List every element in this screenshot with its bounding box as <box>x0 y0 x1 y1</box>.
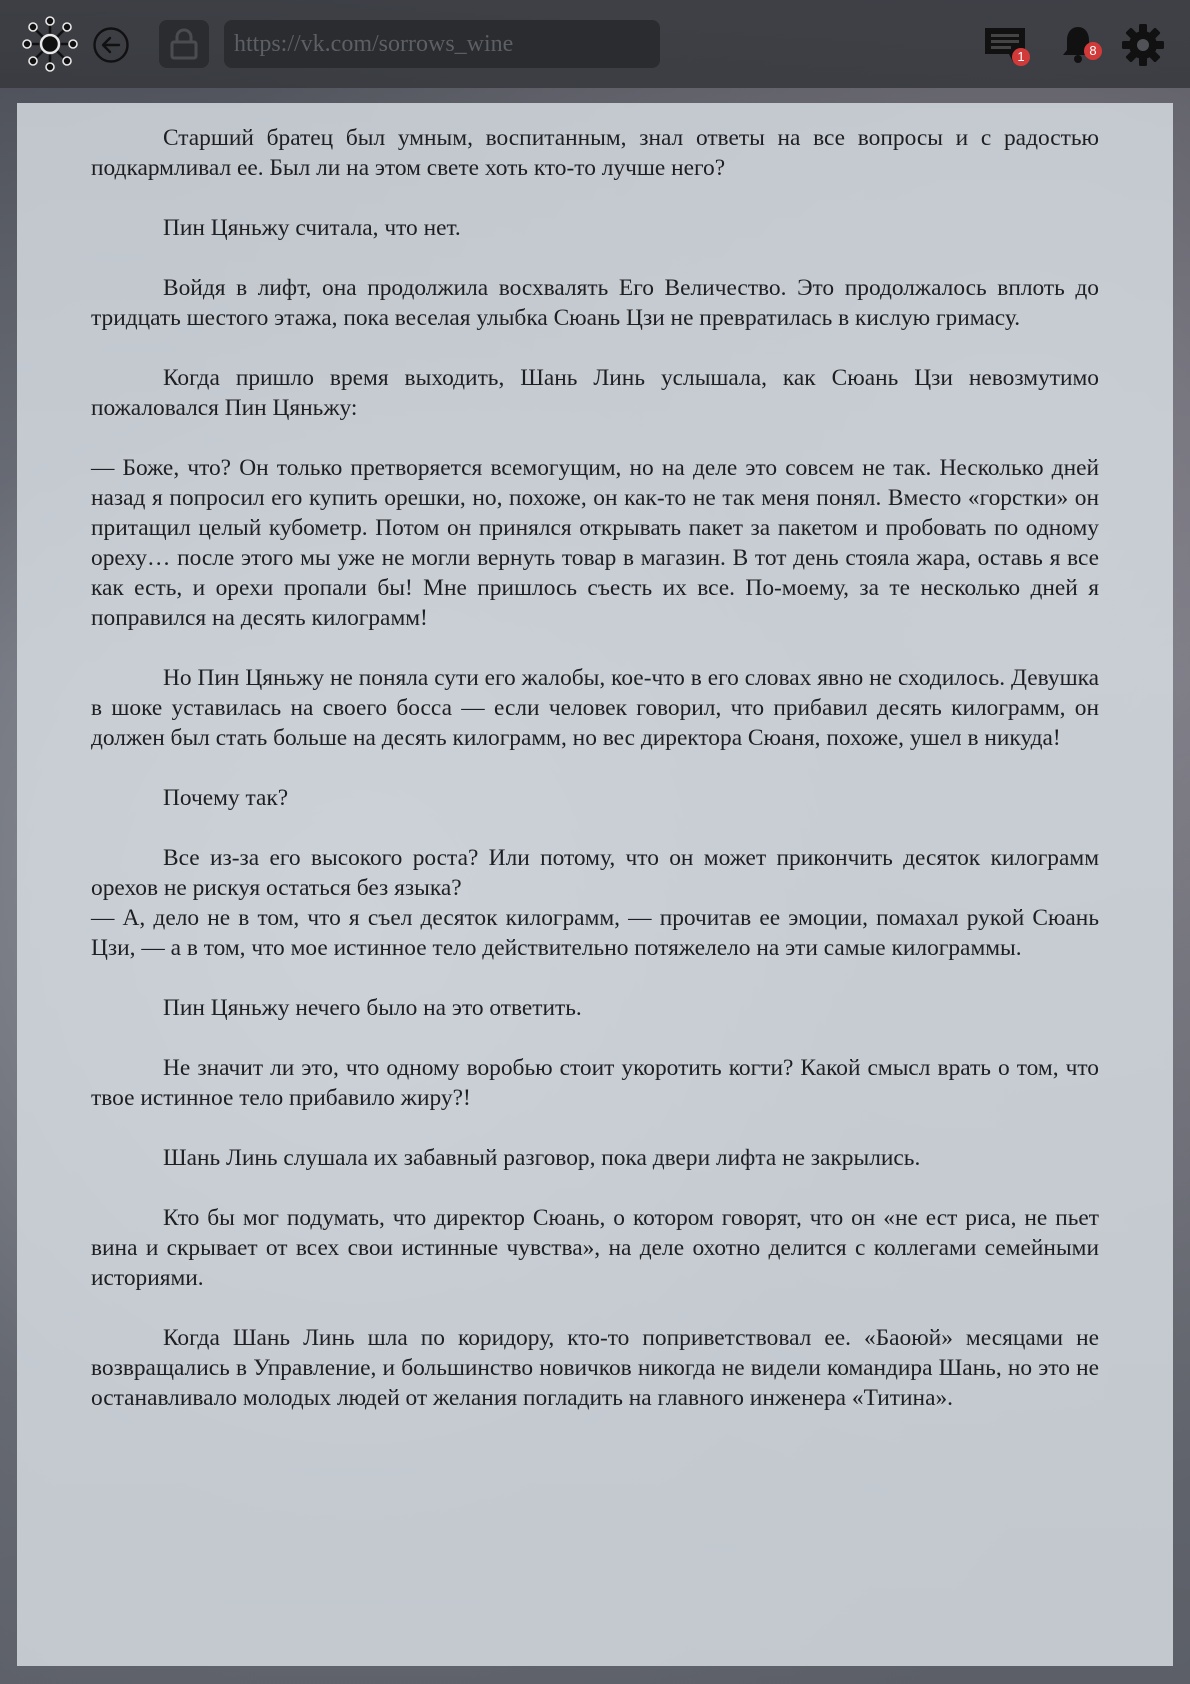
paragraph: — Боже, что? Он только претворяется всемогущим, но на деле это совсем не так. Несколько дней назад я попросил его купить орешки, но, похоже, он как-то не так меня понял. Вместо «горстки» он притащил целый кубометр. Потом он принялся открывать пакет за пакетом и пробовать по одному ореху… после этого мы уже не могли вернуть товар в магазин. В тот день стояла жара, оставь я все как есть, и орехи пропали бы! Мне пришлось съесть их все. По-моему, за те несколько дней я поправился на десять килограмм! <box>91 455 1099 631</box>
back-button[interactable] <box>92 26 130 64</box>
paragraph: Кто бы мог подумать, что директор Сюань, о котором говорят, что он «не ест риса, не пьет вина и скрывает от всех свои истинные чувства», на деле охотно делится с коллегами семейными историями. <box>91 1205 1099 1291</box>
top-toolbar <box>0 0 1190 88</box>
back-arrow-icon <box>92 26 130 64</box>
paragraph: Когда Шань Линь шла по коридору, кто-то поприветствовал ее. «Баоюй» месяцами не возвращались в Управление, и большинство новичков никогда не видели командира Шань, но это не останавливало молодых людей от желания погладить на главного инженера «Титина». <box>91 1325 1099 1411</box>
reading-page <box>17 103 1173 1666</box>
gear-icon <box>1121 23 1165 67</box>
paragraph: Все из-за его высокого роста? Или потому, что он может прикончить десяток килограмм орехов не рискуя остаться без языка? <box>91 845 1099 901</box>
paragraph: Пин Цяньжу считала, что нет. <box>163 215 461 241</box>
notifications-count-badge: 8 <box>1084 42 1102 60</box>
paragraph: Почему так? <box>163 785 289 811</box>
lock-icon <box>169 28 199 60</box>
network-hub-icon[interactable] <box>22 16 78 72</box>
paragraph: Но Пин Цяньжу не поняла сути его жалобы, кое-что в его словах явно не сходилось. Девушка в шоке уставилась на своего босса — если человек говорил, что прибавил десять килограмм, он должен был стать больше на десять килограмм, но вес директора Сюаня, похоже, ушел в никуда! <box>91 665 1099 751</box>
url-text: https://vk.com/sorrows_wine <box>234 30 514 57</box>
url-field[interactable] <box>224 20 660 68</box>
notifications-button[interactable] <box>1054 20 1102 68</box>
paragraph: Старший братец был умным, воспитанным, знал ответы на все вопросы и с радостью подкармливал ее. Был ли на этом свете хоть кто-то лучше него? <box>91 125 1099 181</box>
paragraph: Пин Цяньжу нечего было на это ответить. <box>163 995 582 1021</box>
settings-button[interactable] <box>1120 22 1166 68</box>
paragraph: Войдя в лифт, она продолжила восхвалять Его Величество. Это продолжалось вплоть до тридцать шестого этажа, пока веселая улыбка Сюань Цзи не превратилась в кислую гримасу. <box>91 275 1099 331</box>
messages-count-badge: 1 <box>1012 48 1030 66</box>
paragraph: Шань Линь слушала их забавный разговор, пока двери лифта не закрылись. <box>163 1145 921 1171</box>
paragraph: — А, дело не в том, что я съел десяток килограмм, — прочитав ее эмоции, помахал рукой Сюань Цзи, — а в том, что мое истинное тело действительно потяжелело на эти самые килограммы. <box>91 905 1099 961</box>
paragraph: Не значит ли это, что одному воробью стоит укоротить когти? Какой смысл врать о том, что твое истинное тело прибавило жиру?! <box>91 1055 1099 1111</box>
lock-button[interactable] <box>159 20 209 68</box>
paragraph: Когда пришло время выходить, Шань Линь услышала, как Сюань Цзи невозмутимо пожаловался Пин Цяньжу: <box>91 365 1099 421</box>
messages-button[interactable] <box>978 22 1032 68</box>
